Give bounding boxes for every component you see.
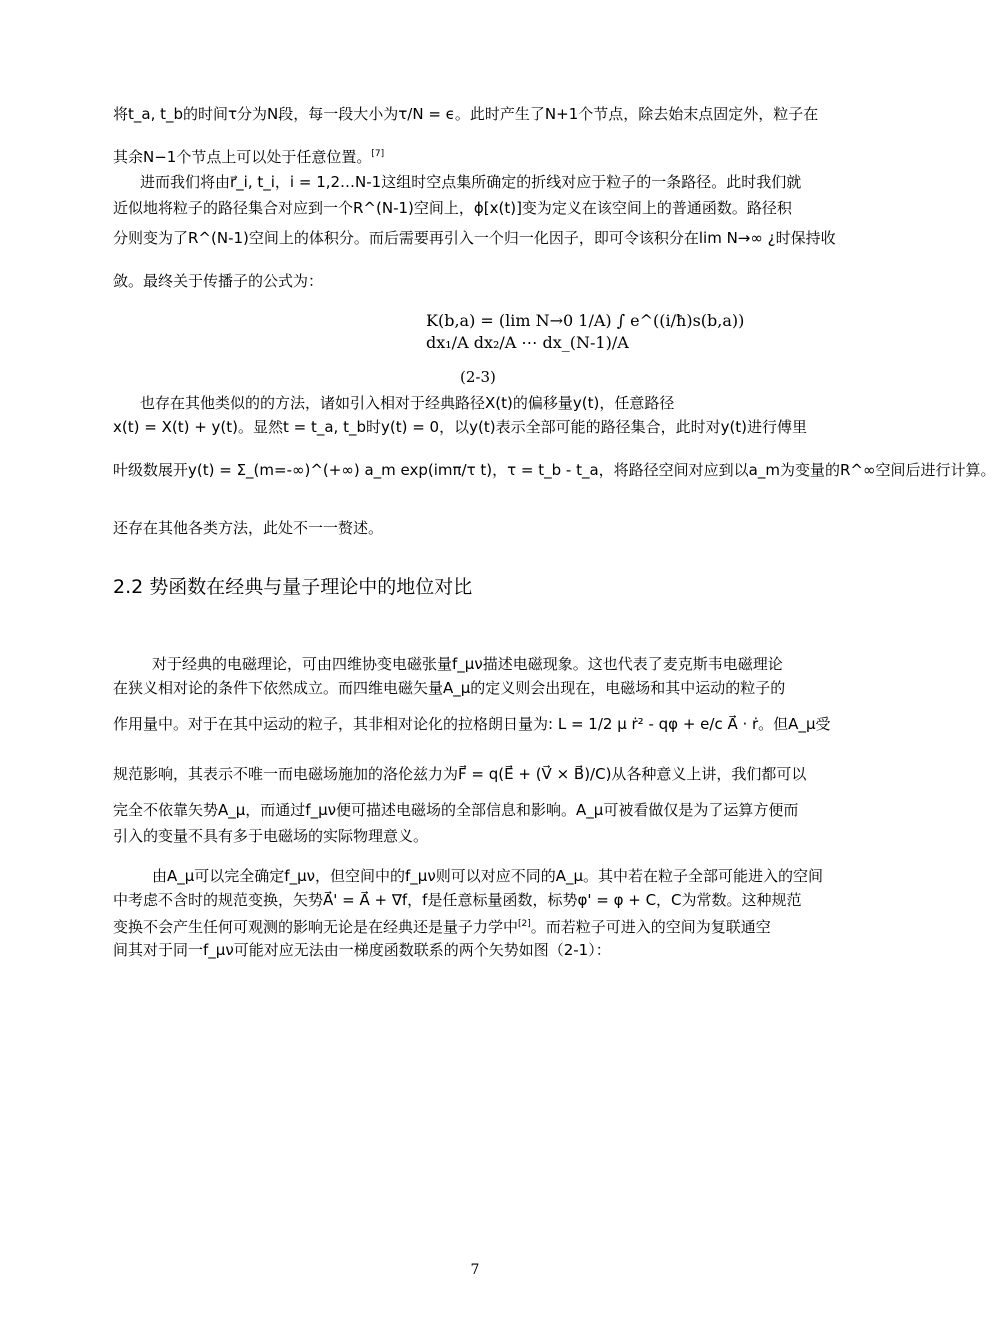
paragraph-3-line-3: 叶级数展开y(t) = Σ_(m=-∞)^(+∞) a_m exp(imπ/τ t)，τ = t_b - t_a，将路径空间对应到以a_m为变量的R^∞空间后进行计算。 [113,461,995,479]
paragraph-4-line-3: 作用量中。对于在其中运动的粒子，其非相对论化的拉格朗日量为: L = 1/2 μ ṙ² - qφ + e/c A⃗ · ṙ。但A_μ受 [113,715,831,733]
paragraph-4-line-5: 完全不依靠矢势A_μ，而通过f_μν便可描述电磁场的全部信息和影响。A_μ可被看做仅是为了运算方便而 [113,801,799,819]
paragraph-1-line-1: 将t_a, t_b的时间τ分为N段，每一段大小为τ/N = ϵ。此时产生了N+1个节点，除去始末点固定外，粒子在 [113,105,819,123]
paragraph-5-line-3 [113,914,865,937]
paragraph-2-line-2: 近似地将粒子的路径集合对应到一个R^(N-1)空间上，ϕ[x(t)]变为定义在该空间上的普通函数。路径积 [113,199,792,217]
paragraph-5-line-3-tail: 。而若粒子可进入的空间为复联通空 [530,918,771,936]
paragraph-2-line-4: 敛。最终关于传播子的公式为： [113,272,324,290]
propagator-equation: K(b,a) = (lim N→0 1/A) ∫ e^((i/ħ)s(b,a)) dx₁/A dx₂/A ⋯ dx_(N-1)/A [426,311,745,352]
paragraph-4-line-2: 在狭义相对论的条件下依然成立。而四维电磁矢量A_μ的定义则会出现在，电磁场和其中运动的粒子的 [113,679,786,697]
page-number: 7 [470,1262,480,1278]
section-heading: 2.2 势函数在经典与量子理论中的地位对比 [113,576,473,598]
equation-number: (2-3) [460,368,496,386]
paragraph-5-line-1: 由A_μ可以完全确定f_μν，但空间中的f_μν则可以对应不同的A_μ。其中若在粒子全部可能进入的空间 [152,867,824,885]
citation-ref: [2] [518,919,531,929]
paragraph-4-line-1: 对于经典的电磁理论，可由四维协变电磁张量f_μν描述电磁现象。这也代表了麦克斯韦电磁理论 [152,655,783,673]
paragraph-3-line-2: x(t) = X(t) + y(t)。显然t = t_a, t_b时y(t) = 0，以y(t)表示全部可能的路径集合，此时对y(t)进行傅里 [113,418,808,436]
paragraph-4-line-6: 引入的变量不具有多于电磁场的实际物理意义。 [113,827,429,845]
paragraph-3-line-4: 还存在其他各类方法，此处不一一赘述。 [113,519,384,537]
citation-ref: [7] [371,149,385,159]
paragraph-4-line-4: 规范影响，其表示不唯一而电磁场施加的洛伦兹力为F⃗ = q(E⃗ + (V⃗ × B⃗)/C)从各种意义上讲，我们都可以 [113,765,807,783]
paragraph-5-line-2: 中考虑不含时的规范变换，矢势A⃗' = A⃗ + ∇f，f是任意标量函数，标势φ' = φ + C，C为常数。这种规范 [113,891,802,909]
paragraph-2-line-1: 进而我们将由r⃗_i, t_i，i = 1,2…N-1这组时空点集所确定的折线对应于粒子的一条路径。此时我们就 [140,173,802,191]
paragraph-1-line-2-text: 其余N−1个节点上可以处于任意位置。 [113,148,372,166]
paragraph-5-line-3-text: 变换不会产生任何可观测的影响无论是在经典还是量子力学中 [113,918,519,936]
paragraph-3-line-1: 也存在其他类似的的方法，诸如引入相对于经典路径X(t)的偏移量y(t)，任意路径 [140,394,675,412]
paragraph-5-line-4: 间其对于同一f_μν可能对应无法由一梯度函数联系的两个矢势如图（2-1）： [113,941,611,959]
paragraph-2-line-3: 分则变为了R^(N-1)空间上的体积分。而后需要再引入一个归一化因子，即可令该积分在lim N→∞ ¿时保持收 [113,229,836,247]
paragraph-1-line-2 [113,144,865,167]
